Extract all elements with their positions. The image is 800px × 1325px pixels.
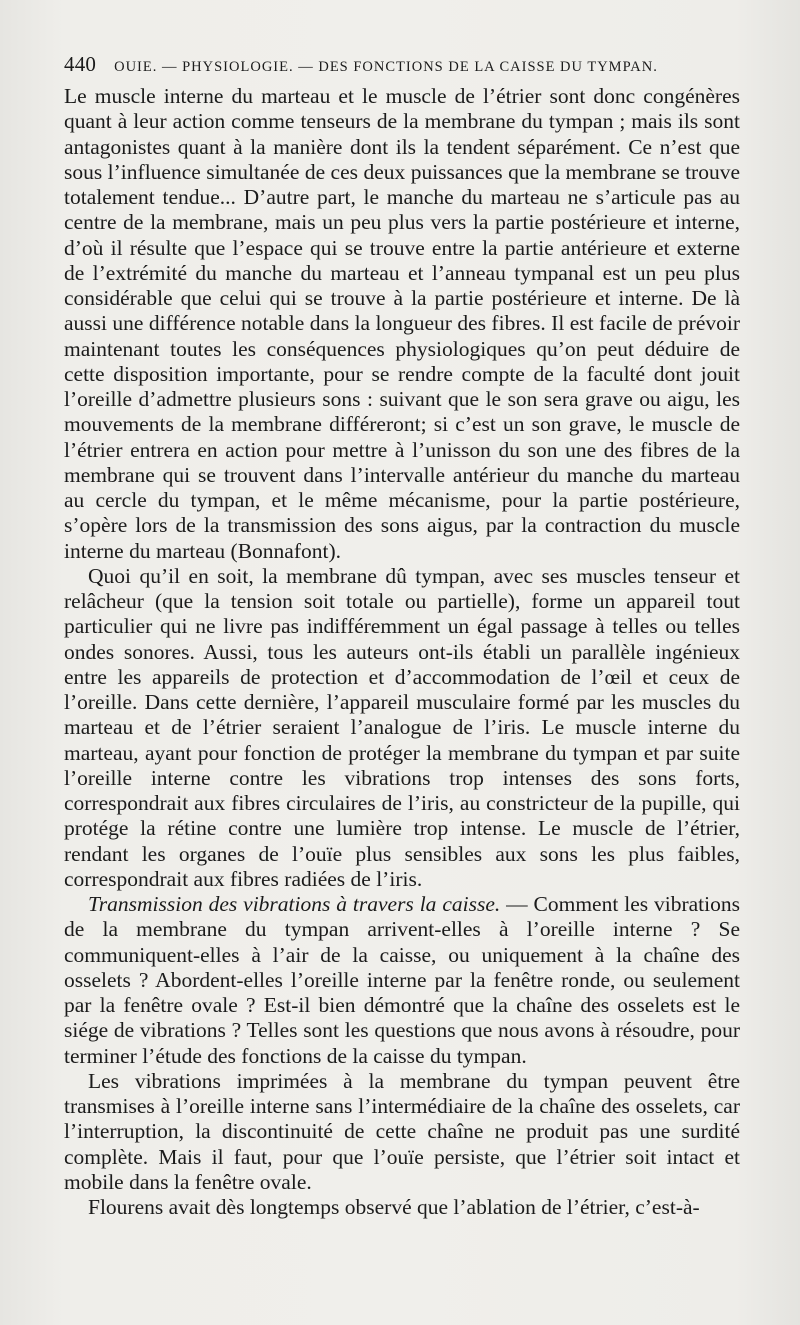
section-heading-italic: Transmission des vibrations à travers la caisse. [88,892,501,916]
paragraph-4: Les vibrations imprimées à la membrane du tympan peuvent être transmises à l’oreille interne sans l’intermédiaire de la chaîne des osselets, car l’interruption, la discontinuité de cette chaîne ne produit pas une surdité complète. Mais il faut, pour que l’ouïe persiste, que l’étrier soit intact et mobile dans la fenêtre ovale. [64,1068,740,1194]
running-head: OUIE. — PHYSIOLOGIE. — DES FONCTIONS DE LA CAISSE DU TYMPAN. [114,59,658,75]
paragraph-2: Quoi qu’il en soit, la membrane dû tympan, avec ses muscles tenseur et relâcheur (que la tension soit totale ou partielle), forme un appareil tout particulier qui ne livre pas indifféremment un égal passage à telles ou telles ondes sonores. Aussi, tous les auteurs ont-ils établi un parallèle ingénieux entre les appareils de protection et d’accommodation de l’œil et ceux de l’oreille. Dans cette dernière, l’appareil musculaire formé par les muscles du marteau et de l’étrier seraient l’analogue de l’iris. Le muscle interne du marteau, ayant pour fonction de protéger la membrane du tympan et par suite l’oreille interne contre les vibrations trop intenses des sons forts, correspondrait aux fibres circulaires de l’iris, au constricteur de la pupille, qui protége la rétine contre une lumière trop intense. Le muscle de l’étrier, rendant les organes de l’ouïe plus sensibles aux sons les plus faibles, correspondrait aux fibres radiées de l’iris. [64,563,740,891]
paragraph-3 [64,892,740,1069]
body-text [64,84,740,1220]
paragraph-5: Flourens avait dès longtemps observé que l’ablation de l’étrier, c’est-à- [88,1195,700,1219]
page-number: 440 [64,52,97,76]
page-header [64,52,744,82]
paragraph-1: Le muscle interne du marteau et le muscle de l’étrier sont donc congénères quant à leur action comme tenseurs de la membrane du tympan ; mais ils sont antagonistes quant à la manière dont ils la tendent séparément. Ce n’est que sous l’influence simultanée de ces deux puissances que la membrane se trouve totalement tendue... D’autre part, le manche du marteau ne s’articule pas au centre de la membrane, mais un peu plus vers la partie postérieure et interne, d’où il résulte que l’espace qui se trouve entre la partie antérieure et externe de l’extrémité du manche du marteau et l’anneau tympanal est un peu plus considérable que celui qui se trouve à la partie postérieure et interne. De là aussi une différence notable dans la longueur des fibres. Il est facile de prévoir maintenant toutes les conséquences physiologiques qu’on peut déduire de cette disposition importante, pour se rendre compte de la faculté dont jouit l’oreille d’admettre plusieurs sons : suivant que le son sera grave ou aigu, les mouvements de la membrane différeront; si c’est un son grave, le muscle de l’étrier entrera en action pour mettre à l’unisson du son une des fibres de la membrane qui se trouvent dans l’intervalle antérieur du manche du marteau au cercle du tympan, et le même mécanisme, pour la partie postérieure, s’opère lors de la transmission des sons aigus, par la contraction du muscle interne du marteau (Bonnafont). [64,84,740,563]
paragraph-3-text: — Comment les vibrations de la membrane du tympan arrivent-elles à l’oreille interne ? Se communiquent-elles à l’air de la caisse, ou uniquement à la chaîne des osselets ? Abordent-elles l’oreille interne par la fenêtre ronde, ou seulement par la fenêtre ovale ? Est-il bien démontré que la chaîne des osselets est le siége de vibrations ? Telles sont les questions que nous avons à résoudre, pour terminer l’étude des fonctions de la caisse du tympan. [64,892,740,1068]
